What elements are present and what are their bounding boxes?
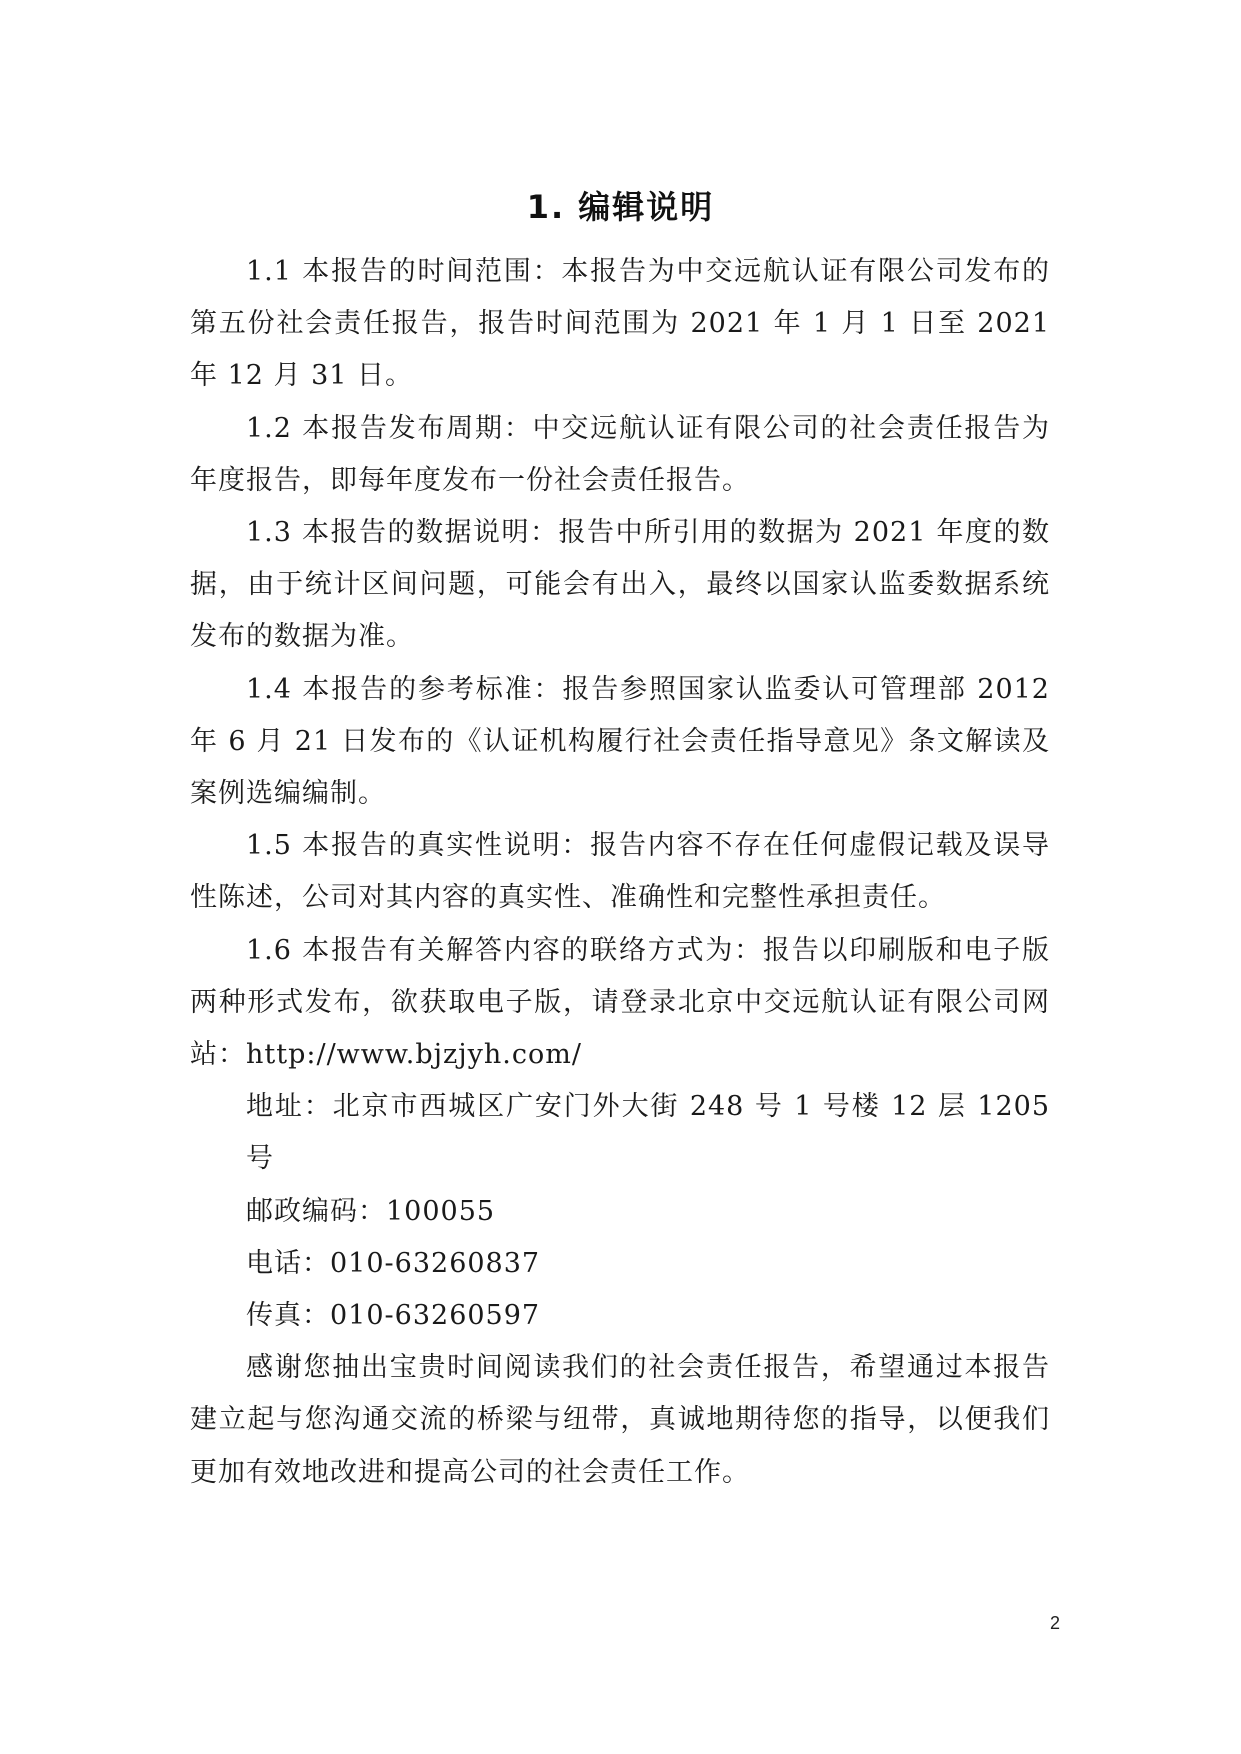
contact-postcode: 邮政编码：100055	[246, 1195, 496, 1227]
paragraph-publication-cycle: 1.2 本报告发布周期：中交远航认证有限公司的社会责任报告为年度报告，即每年度发布一份社会责任报告。	[190, 412, 1050, 496]
paragraph-contact-method: 1.6 本报告有关解答内容的联络方式为：报告以印刷版和电子版两种形式发布，欲获取电子版，请登录北京中交远航认证有限公司网站：http://www.bjzjyh.com/	[190, 934, 1050, 1071]
paragraph-time-range: 1.1 本报告的时间范围：本报告为中交远航认证有限公司发布的第五份社会责任报告，报告时间范围为 2021 年 1 月 1 日至 2021 年 12 月 31 日。	[190, 256, 1050, 392]
section-title: 1. 编辑说明	[526, 188, 715, 226]
paragraph-authenticity: 1.5 本报告的真实性说明：报告内容不存在任何虚假记载及误导性陈述，公司对其内容的真实性、准确性和完整性承担责任。	[190, 830, 1050, 914]
paragraph-closing: 感谢您抽出宝贵时间阅读我们的社会责任报告，希望通过本报告建立起与您沟通交流的桥梁与纽带，真诚地期待您的指导，以便我们更加有效地改进和提高公司的社会责任工作。	[190, 1352, 1050, 1488]
page-number: 2	[1049, 1613, 1060, 1633]
paragraph-reference-standard: 1.4 本报告的参考标准：报告参照国家认监委认可管理部 2012 年 6 月 21 日发布的《认证机构履行社会责任指导意见》条文解读及案例选编编制。	[190, 673, 1050, 810]
contact-fax: 传真：010-63260597	[246, 1300, 541, 1332]
contact-phone: 电话：010-63260837	[246, 1247, 541, 1279]
paragraph-data-description: 1.3 本报告的数据说明：报告中所引用的数据为 2021 年度的数据，由于统计区间问题，可能会有出入，最终以国家认监委数据系统发布的数据为准。	[190, 517, 1050, 653]
contact-address: 地址：北京市西城区广安门外大街 248 号 1 号楼 12 层 1205 号	[246, 1091, 1050, 1175]
body-text	[190, 246, 1050, 1499]
